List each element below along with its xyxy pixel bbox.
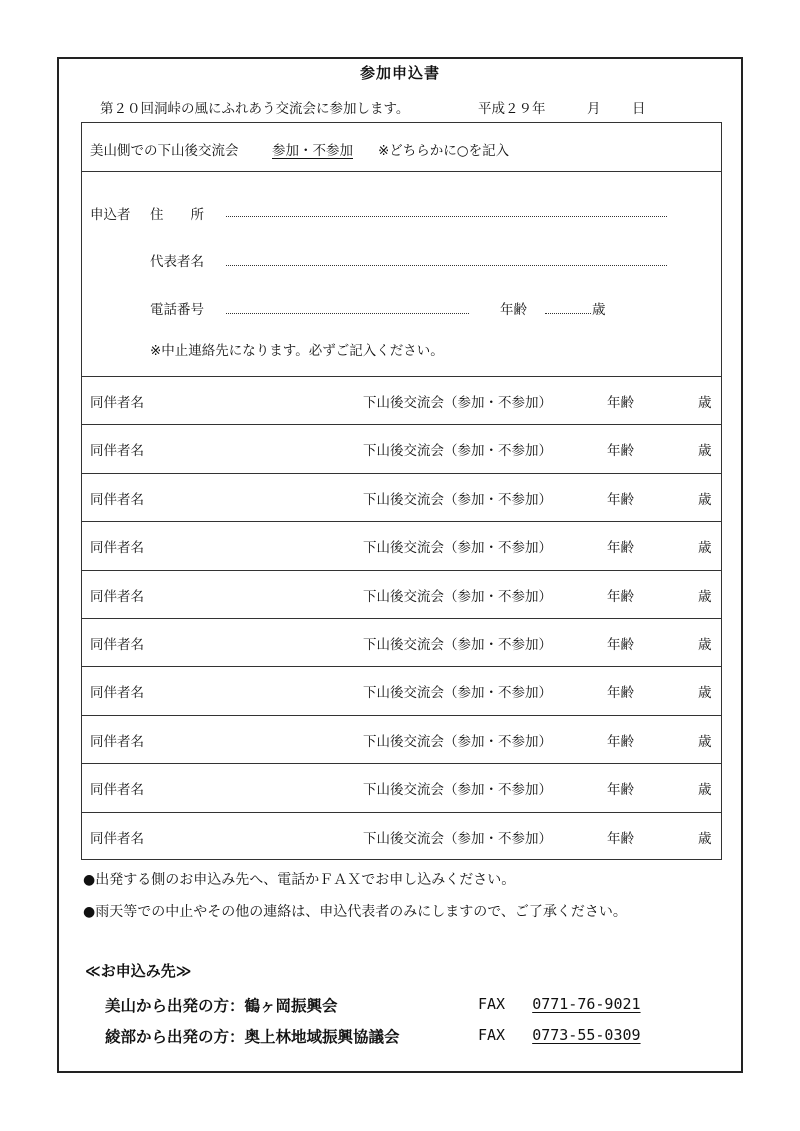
applicant-label: 申込者 — [90, 207, 131, 223]
contact-ayabe-label: 綾部から出発の方：奥上林地域振興協議会 — [105, 1028, 400, 1046]
companion-age-unit: 歳 — [698, 540, 712, 556]
companion-name-label: 同伴者名 — [90, 492, 144, 508]
companion-name-label: 同伴者名 — [90, 734, 144, 750]
applicant-age-label: 年齢 — [500, 302, 527, 318]
companion-age-unit: 歳 — [698, 443, 712, 459]
intro-era-year: 平成２９年 — [478, 101, 546, 117]
contact-ayabe-fax — [478, 1026, 641, 1044]
address-label: 住 所 — [150, 207, 204, 223]
companion-name-label: 同伴者名 — [90, 685, 144, 701]
exchange-note: ※どちらかに○を記入 — [378, 143, 510, 159]
companion-age-unit: 歳 — [698, 492, 712, 508]
companion-exchange-choice[interactable]: 下山後交流会（参加・不参加） — [363, 782, 552, 798]
row-divider — [81, 763, 722, 764]
applicant-age-unit: 歳 — [592, 302, 606, 318]
row-divider — [81, 473, 722, 474]
row-divider — [81, 618, 722, 619]
fax-label: FAX — [478, 995, 506, 1013]
representative-field[interactable] — [226, 265, 667, 266]
row-divider — [81, 424, 722, 425]
companion-age-label: 年齢 — [607, 734, 634, 750]
companion-age-unit: 歳 — [698, 831, 712, 847]
companion-exchange-choice[interactable]: 下山後交流会（参加・不参加） — [363, 589, 552, 605]
contact-miyama-fax — [478, 995, 641, 1013]
companion-age-label: 年齢 — [607, 782, 634, 798]
companion-age-unit: 歳 — [698, 734, 712, 750]
companion-name-label: 同伴者名 — [90, 782, 144, 798]
address-field[interactable] — [226, 216, 667, 217]
row-divider — [81, 570, 722, 571]
companion-age-label: 年齢 — [607, 395, 634, 411]
companion-exchange-choice[interactable]: 下山後交流会（参加・不参加） — [363, 492, 552, 508]
phone-label: 電話番号 — [150, 302, 204, 318]
companion-name-label: 同伴者名 — [90, 395, 144, 411]
intro-day: 日 — [632, 101, 646, 117]
companion-exchange-choice[interactable]: 下山後交流会（参加・不参加） — [363, 540, 552, 556]
contact-miyama-label: 美山から出発の方：鶴ヶ岡振興会 — [105, 997, 338, 1015]
companion-age-label: 年齢 — [607, 540, 634, 556]
fax-number: 0771-76-9021 — [532, 995, 641, 1013]
companion-name-label: 同伴者名 — [90, 589, 144, 605]
companion-exchange-choice[interactable]: 下山後交流会（参加・不参加） — [363, 637, 552, 653]
row-divider — [81, 171, 722, 172]
companion-age-label: 年齢 — [607, 685, 634, 701]
companion-exchange-choice[interactable]: 下山後交流会（参加・不参加） — [363, 831, 552, 847]
fax-number: 0773-55-0309 — [532, 1026, 641, 1044]
companion-age-unit: 歳 — [698, 589, 712, 605]
companion-age-label: 年齢 — [607, 492, 634, 508]
row-divider — [81, 666, 722, 667]
companion-exchange-choice[interactable]: 下山後交流会（参加・不参加） — [363, 734, 552, 750]
exchange-label: 美山側での下山後交流会 — [90, 143, 239, 159]
note-line: ●雨天等での中止やその他の連絡は、申込代表者のみにしますので、ご了承ください。 — [83, 904, 627, 920]
companion-exchange-choice[interactable]: 下山後交流会（参加・不参加） — [363, 443, 552, 459]
phone-field[interactable] — [226, 313, 469, 314]
phone-note: ※中止連絡先になります。必ずご記入ください。 — [150, 343, 444, 359]
note-line: ●出発する側のお申込み先へ、電話かＦＡＸでお申し込みください。 — [83, 872, 516, 888]
companion-age-unit: 歳 — [698, 395, 712, 411]
companion-name-label: 同伴者名 — [90, 540, 144, 556]
intro-text: 第２０回洞峠の風にふれあう交流会に参加します。 — [100, 101, 410, 117]
page-title: 参加申込書 — [359, 64, 440, 82]
companion-name-label: 同伴者名 — [90, 637, 144, 653]
exchange-choice[interactable]: 参加・不参加 — [272, 143, 353, 159]
representative-label: 代表者名 — [150, 254, 204, 270]
companion-name-label: 同伴者名 — [90, 443, 144, 459]
applicant-age-field[interactable] — [545, 313, 591, 314]
contact-heading: ≪お申込み先≫ — [85, 962, 192, 980]
fax-label: FAX — [478, 1026, 506, 1044]
row-divider — [81, 812, 722, 813]
companion-age-unit: 歳 — [698, 685, 712, 701]
companion-age-label: 年齢 — [607, 831, 634, 847]
companion-age-unit: 歳 — [698, 637, 712, 653]
companion-exchange-choice[interactable]: 下山後交流会（参加・不参加） — [363, 395, 552, 411]
intro-month: 月 — [587, 101, 601, 117]
row-divider — [81, 521, 722, 522]
companion-age-label: 年齢 — [607, 637, 634, 653]
companion-age-label: 年齢 — [607, 443, 634, 459]
row-divider — [81, 376, 722, 377]
companion-age-unit: 歳 — [698, 782, 712, 798]
companion-age-label: 年齢 — [607, 589, 634, 605]
row-divider — [81, 715, 722, 716]
companion-exchange-choice[interactable]: 下山後交流会（参加・不参加） — [363, 685, 552, 701]
companion-name-label: 同伴者名 — [90, 831, 144, 847]
